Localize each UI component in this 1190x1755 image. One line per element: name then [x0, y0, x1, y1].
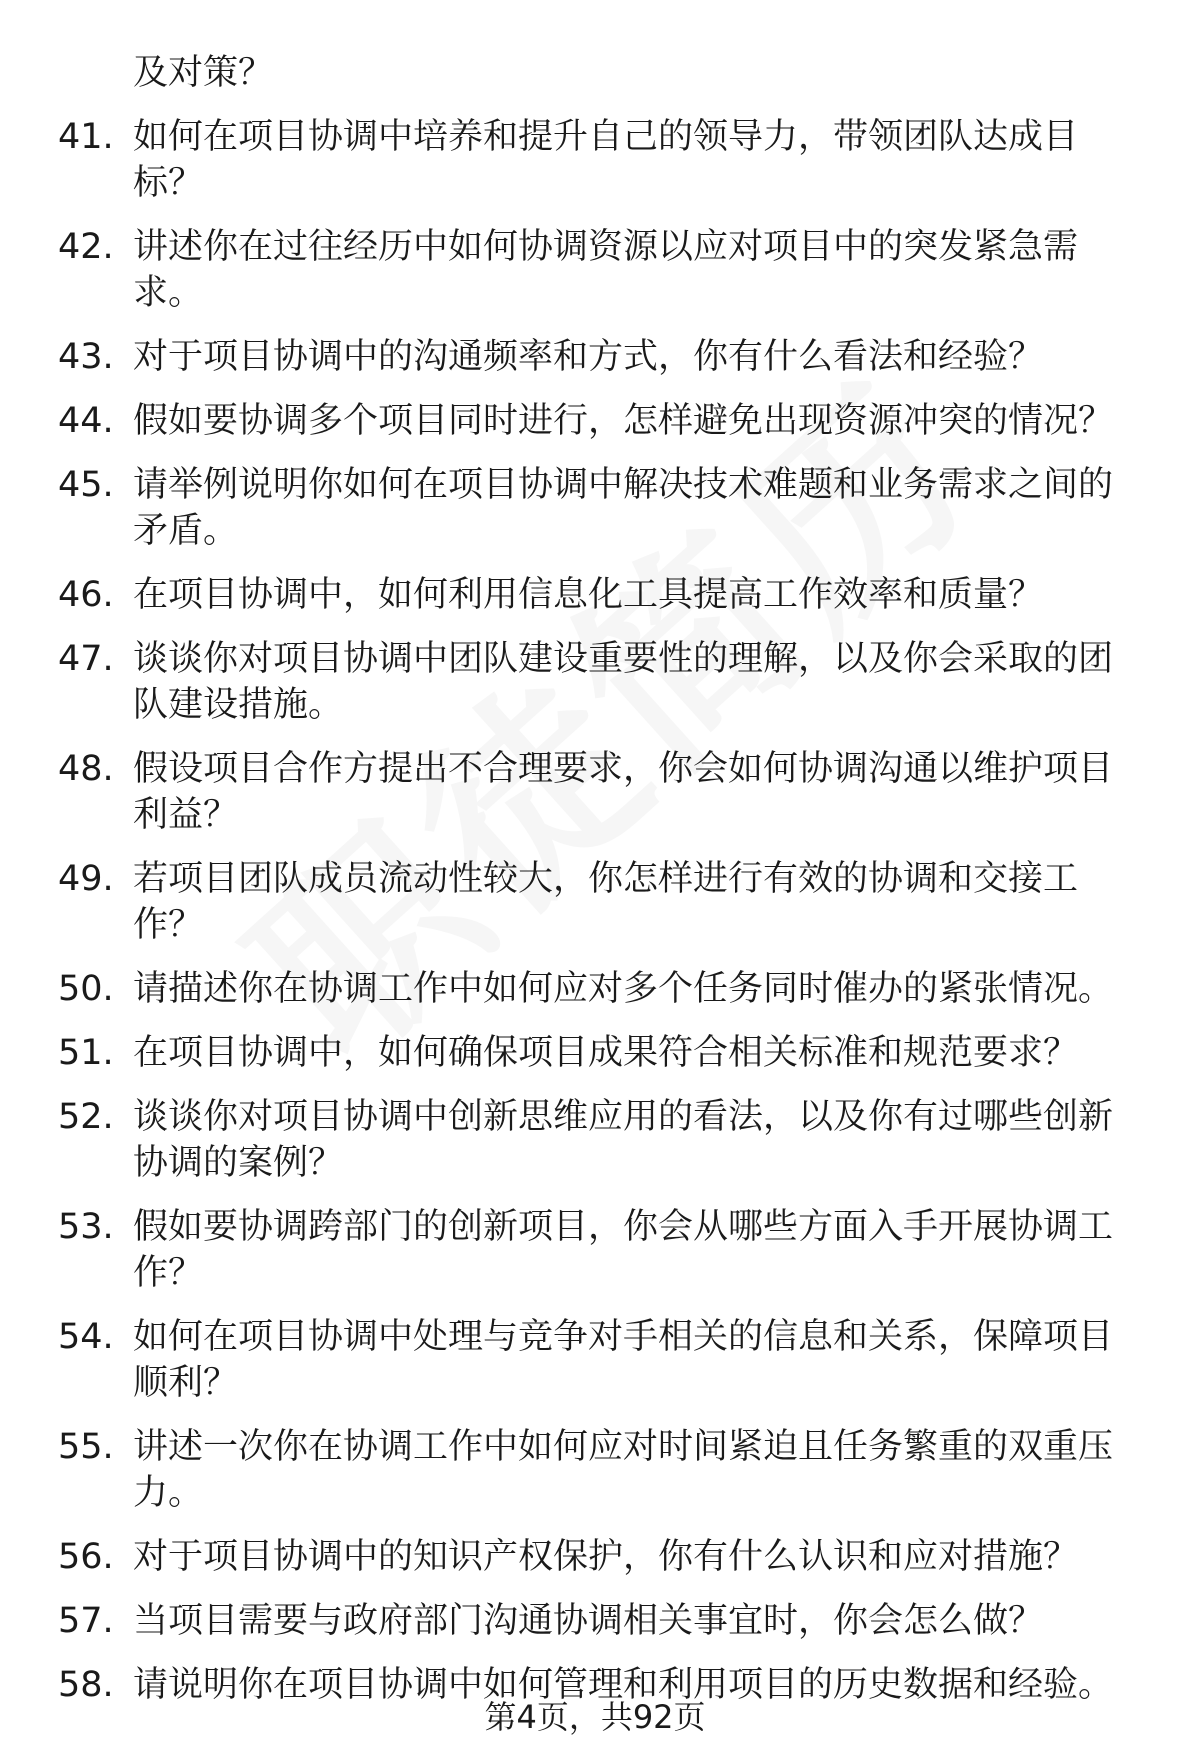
- question-number: 49.: [58, 859, 114, 899]
- question-item: [0, 462, 1190, 554]
- question-text: 讲述一次你在协调工作中如何应对时间紧迫且任务繁重的双重压力。: [133, 1427, 1114, 1513]
- question-text: 请举例说明你如何在项目协调中解决技术难题和业务需求之间的矛盾。: [133, 465, 1114, 551]
- question-number: 45.: [58, 465, 114, 505]
- question-item: [0, 856, 1190, 948]
- question-text: 谈谈你对项目协调中团队建设重要性的理解，以及你会采取的团队建设措施。: [133, 639, 1114, 725]
- question-text: 在项目协调中，如何利用信息化工具提高工作效率和质量？: [133, 575, 1044, 615]
- question-item: [0, 1534, 1190, 1580]
- question-text: 对于项目协调中的沟通频率和方式，你有什么看法和经验？: [133, 337, 1044, 377]
- page-number-label: 第4页，共92页: [484, 1698, 706, 1736]
- question-number: 43.: [58, 337, 114, 377]
- question-number: 56.: [58, 1537, 114, 1577]
- question-number: 58.: [58, 1665, 114, 1705]
- question-text: 请说明你在项目协调中如何管理和利用项目的历史数据和经验。: [133, 1665, 1114, 1705]
- question-item: [0, 1030, 1190, 1076]
- question-text: 对于项目协调中的知识产权保护，你有什么认识和应对措施？: [133, 1537, 1079, 1577]
- question-text: 谈谈你对项目协调中创新思维应用的看法，以及你有过哪些创新协调的案例？: [133, 1097, 1114, 1183]
- question-number: 55.: [58, 1427, 114, 1467]
- question-text: 若项目团队成员流动性较大，你怎样进行有效的协调和交接工作？: [133, 859, 1079, 945]
- question-item: [0, 224, 1190, 316]
- question-number: 51.: [58, 1033, 114, 1073]
- question-item: [0, 1424, 1190, 1516]
- question-item: [0, 1204, 1190, 1296]
- question-list: [0, 114, 1190, 1708]
- question-text: 假如要协调跨部门的创新项目，你会从哪些方面入手开展协调工作？: [133, 1207, 1114, 1293]
- question-item: [0, 334, 1190, 380]
- page-footer: [0, 1697, 1190, 1737]
- question-item: [0, 114, 1190, 206]
- question-item: [0, 966, 1190, 1012]
- question-text: 在项目协调中，如何确保项目成果符合相关标准和规范要求？: [133, 1033, 1079, 1073]
- question-number: 54.: [58, 1317, 114, 1357]
- question-text: 假如要协调多个项目同时进行，怎样避免出现资源冲突的情况？: [133, 401, 1114, 441]
- question-text: 假设项目合作方提出不合理要求，你会如何协调沟通以维护项目利益？: [133, 749, 1114, 835]
- question-text: 如何在项目协调中培养和提升自己的领导力，带领团队达成目标？: [133, 117, 1079, 203]
- question-number: 46.: [58, 575, 114, 615]
- question-number: 50.: [58, 969, 114, 1009]
- question-item: [0, 1094, 1190, 1186]
- question-number: 52.: [58, 1097, 114, 1137]
- question-item: [0, 746, 1190, 838]
- question-text: 讲述你在过往经历中如何协调资源以应对项目中的突发紧急需求。: [133, 227, 1079, 313]
- question-text: 如何在项目协调中处理与竞争对手相关的信息和关系，保障项目顺利？: [133, 1317, 1114, 1403]
- question-number: 44.: [58, 401, 114, 441]
- question-number: 42.: [58, 227, 114, 267]
- question-item: [0, 398, 1190, 444]
- question-number: 47.: [58, 639, 114, 679]
- continuation-text: 及对策？: [133, 53, 274, 93]
- question-content: [0, 50, 1190, 1726]
- question-item: [0, 572, 1190, 618]
- question-text: 请描述你在协调工作中如何应对多个任务同时催办的紧张情况。: [133, 969, 1114, 1009]
- question-number: 48.: [58, 749, 114, 789]
- question-number: 41.: [58, 117, 114, 157]
- question-item: [0, 636, 1190, 728]
- question-item: [0, 1598, 1190, 1644]
- question-number: 53.: [58, 1207, 114, 1247]
- question-number: 57.: [58, 1601, 114, 1641]
- question-item: [0, 1314, 1190, 1406]
- question-text: 当项目需要与政府部门沟通协调相关事宜时，你会怎么做？: [133, 1601, 1044, 1641]
